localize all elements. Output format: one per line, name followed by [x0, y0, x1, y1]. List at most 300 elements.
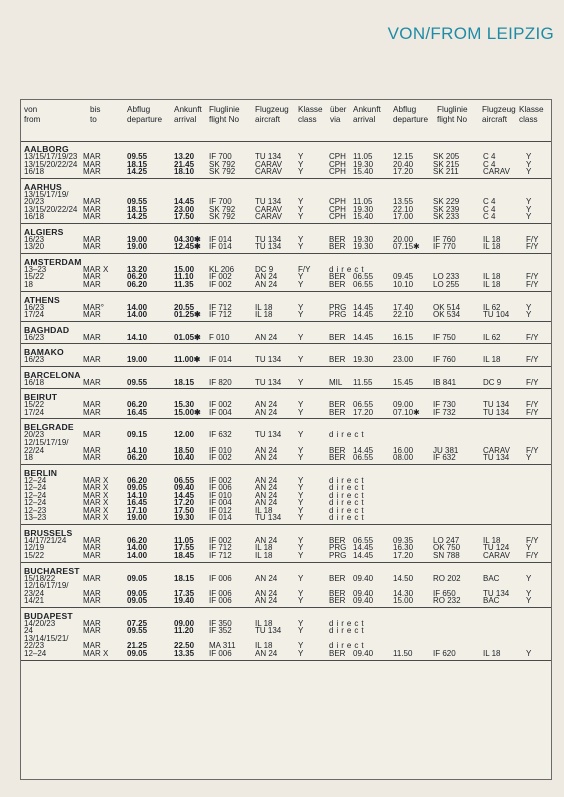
cell-ac2: DC 9 [483, 377, 502, 387]
cell-cl: Y [298, 332, 304, 342]
cell-dep: 21.25 [127, 641, 148, 651]
flight-row [21, 167, 551, 177]
cell-dep2: 16.00 [393, 445, 414, 455]
destination-block [21, 465, 551, 525]
cell-dep2: 23.00 [393, 355, 414, 365]
cell-fl: IF 352 [209, 626, 232, 636]
cell-to: MAR [83, 573, 101, 583]
cell-to: MAR [83, 242, 101, 252]
cell-dep: 14.10 [127, 445, 148, 455]
cell-via: PRG [329, 310, 347, 320]
cell-fl2: IF 760 [433, 355, 456, 365]
cell-ac2: CARAV [483, 445, 510, 455]
cell-days: 16/18 [24, 377, 45, 387]
cell-fl: IF 010 [209, 490, 232, 500]
cell-to: MAR [83, 197, 101, 207]
cell-cl: Y [298, 212, 304, 222]
cell-cl2: Y [526, 310, 532, 320]
cell-fl: IF 014 [209, 234, 232, 244]
cell-days: 15/22 [24, 272, 45, 282]
cell-ac: IL 18 [255, 302, 273, 312]
cell-dep2: 07.10✱ [393, 407, 420, 417]
cell-cl2: Y [526, 197, 532, 207]
cell-via: CPH [329, 204, 346, 214]
cell-cl: Y [298, 475, 304, 485]
cell-ac: AN 24 [255, 648, 278, 658]
cell-ac2: IL 18 [483, 280, 501, 290]
cell-via: BER [329, 445, 346, 455]
cell-cl: Y [298, 197, 304, 207]
cell-cl2: F/Y [526, 535, 539, 545]
cell-dep: 09.55 [127, 152, 148, 161]
destination-city: AARHUS [24, 181, 62, 192]
cell-days: 13/15/17/19/23 [24, 152, 78, 161]
cell-fl2: IF 632 [433, 453, 456, 463]
timetable [20, 99, 552, 780]
cell-dep: 06.20 [127, 453, 148, 463]
cell-dep2: 09.00 [393, 400, 414, 410]
cell-fl: IF 002 [209, 400, 232, 410]
cell-cl: Y [298, 400, 304, 410]
cell-via: PRG [329, 551, 347, 561]
cell-dep: 19.00 [127, 355, 148, 365]
cell-fl: IF 004 [209, 407, 232, 417]
cell-cl2: F/Y [526, 242, 539, 252]
cell-arr2: 06.55 [353, 535, 374, 545]
cell-ac: IL 18 [255, 551, 273, 561]
cell-arr: 12.45✱ [174, 242, 201, 252]
cell-via: BER [329, 535, 346, 545]
cell-to: MAR [83, 543, 101, 553]
cell-fl: IF 350 [209, 618, 232, 628]
cell-via: BER [329, 272, 346, 282]
cell-ac: IL 18 [255, 310, 273, 320]
cell-cl: Y [298, 453, 304, 463]
cell-fl: IF 014 [209, 513, 232, 523]
cell-arr: 19.40 [174, 596, 195, 606]
cell-fl2: IF 650 [433, 588, 456, 598]
cell-dep: 14.00 [127, 543, 148, 553]
cell-arr: 18.10 [174, 167, 195, 177]
cell-dep2: 11.50 [393, 648, 413, 658]
cell-fl: SK 792 [209, 159, 236, 169]
cell-dep: 13.20 [127, 264, 148, 274]
cell-fl: IF 004 [209, 498, 232, 508]
cell-arr: 11.00✱ [174, 355, 201, 365]
cell-dep2: 14.30 [393, 588, 414, 598]
cell-cl2: F/Y [526, 234, 539, 244]
cell-via: PRG [329, 302, 347, 312]
cell-fl2: SK 205 [433, 152, 460, 161]
cell-days: 14/17/21/24 [24, 535, 67, 545]
cell-arr2: 14.45 [353, 332, 374, 342]
cell-days: 22/24 [24, 445, 45, 455]
header-class-2: Klasse class [519, 105, 544, 124]
cell-days: 16/23 [24, 302, 45, 312]
cell-dep2: 10.10 [393, 280, 414, 290]
cell-to: MAR [83, 618, 101, 628]
cell-arr: 04.30✱ [174, 234, 201, 244]
cell-via: BER [329, 234, 346, 244]
cell-fl: IF 014 [209, 355, 232, 365]
cell-fl2: SK 229 [433, 197, 460, 207]
cell-via: BER [329, 355, 346, 365]
cell-cl: Y [298, 618, 304, 628]
cell-dep2: 17.40 [393, 302, 414, 312]
cell-cl2: F/Y [526, 280, 539, 290]
cell-cl2: Y [526, 204, 532, 214]
cell-to: MAR [83, 430, 101, 440]
cell-arr: 13.20 [174, 152, 195, 161]
cell-cl: Y [298, 310, 304, 320]
cell-arr: 18.45 [174, 551, 195, 561]
cell-dep2: 22.10 [393, 310, 414, 320]
destination-city: BUDAPEST [24, 610, 73, 621]
cell-via: CPH [329, 159, 346, 169]
cell-ac2: C 4 [483, 152, 496, 161]
cell-fl: IF 012 [209, 505, 232, 515]
cell-via: BER [329, 573, 346, 583]
header-via: über via [330, 105, 347, 124]
cell-fl: IF 002 [209, 280, 232, 290]
cell-fl: IF 006 [209, 596, 232, 606]
cell-cl: Y [298, 596, 304, 606]
flight-row [21, 355, 551, 365]
cell-fl: IF 712 [209, 310, 232, 320]
cell-dep: 09.15 [127, 430, 148, 440]
cell-to: MAR [83, 280, 101, 290]
cell-cl2: Y [526, 596, 532, 606]
header-departure-2: Abflug departure [393, 105, 429, 124]
cell-fl: IF 006 [209, 648, 232, 658]
cell-cl: Y [298, 302, 304, 312]
cell-to: MAR [83, 407, 101, 417]
cell-fl2: IF 770 [433, 242, 456, 252]
cell-via: direct [329, 626, 367, 636]
cell-ac: CARAV [255, 204, 282, 214]
flight-row [21, 596, 551, 606]
cell-arr: 18.15 [174, 377, 195, 387]
cell-ac: IL 18 [255, 618, 273, 628]
cell-cl: Y [298, 626, 304, 636]
cell-days: 12–24 [24, 490, 47, 500]
cell-dep2: 13.55 [393, 197, 414, 207]
cell-cl: Y [298, 204, 304, 214]
flight-row [21, 408, 551, 418]
cell-arr: 09.40 [174, 483, 195, 493]
cell-cl2: F/Y [526, 272, 539, 282]
cell-cl: Y [298, 407, 304, 417]
cell-cl2: Y [526, 453, 532, 463]
cell-via: direct [329, 498, 367, 508]
cell-arr: 12.00 [174, 430, 195, 440]
cell-arr2: 09.40 [353, 588, 374, 598]
cell-days: 16/23 [24, 234, 45, 244]
cell-dep: 06.20 [127, 280, 148, 290]
cell-days: 13–23 [24, 513, 47, 523]
cell-to: MAR X [83, 490, 109, 500]
destination-city: BUCHAREST [24, 565, 80, 576]
cell-fl2: LO 255 [433, 280, 460, 290]
cell-cl2: Y [526, 159, 532, 169]
cell-days: 12–24 [24, 648, 47, 658]
cell-dep2: 15.00 [393, 596, 414, 606]
cell-ac: IL 18 [255, 505, 273, 515]
flight-row [21, 513, 551, 523]
cell-days: 12–24 [24, 475, 47, 485]
cell-arr2: 09.40 [353, 573, 374, 583]
cell-arr2: 14.45 [353, 445, 374, 455]
cell-via: direct [329, 641, 367, 651]
cell-dep: 07.25 [127, 618, 148, 628]
destination-city: ATHENS [24, 294, 60, 305]
cell-ac2: TU 134 [483, 400, 510, 410]
cell-ac2: IL 18 [483, 242, 501, 252]
cell-dep: 14.00 [127, 551, 148, 561]
cell-fl: SK 792 [209, 167, 236, 177]
cell-dep2: 16.15 [393, 332, 414, 342]
cell-cl: Y [298, 513, 304, 523]
cell-via: MIL [329, 377, 343, 387]
header-departure: Abflug departure [127, 105, 163, 124]
cell-cl: Y [298, 445, 304, 455]
cell-cl: Y [298, 551, 304, 561]
cell-arr: 14.45 [174, 197, 195, 207]
cell-ac: AN 24 [255, 498, 278, 508]
cell-cl2: Y [526, 543, 532, 553]
cell-dep: 14.00 [127, 310, 148, 320]
destination-block [21, 367, 551, 390]
destination-block [21, 292, 551, 322]
cell-dep: 14.25 [127, 212, 148, 222]
flight-row [21, 310, 551, 320]
flight-row [21, 242, 551, 252]
cell-dep2: 12.15 [393, 152, 414, 161]
cell-arr: 01.25✱ [174, 310, 201, 320]
cell-cl: Y [298, 280, 304, 290]
cell-via: direct [329, 513, 367, 523]
cell-days: 12/15/17/19/ [24, 437, 69, 447]
header-flight: Fluglinie flight No [209, 105, 240, 124]
cell-fl2: OK 750 [433, 543, 461, 553]
cell-to: MAR [83, 355, 101, 365]
destination-city: BAGHDAD [24, 324, 70, 335]
cell-ac: AN 24 [255, 596, 278, 606]
cell-ac2: BAC [483, 573, 500, 583]
cell-arr: 10.40 [174, 453, 195, 463]
cell-dep2: 20.40 [393, 159, 414, 169]
cell-ac2: BAC [483, 596, 500, 606]
cell-cl: Y [298, 355, 304, 365]
header-arrival: Ankunft arrival [174, 105, 202, 124]
cell-dep: 18.15 [127, 159, 148, 169]
cell-days: 13/20 [24, 242, 45, 252]
cell-cl2: F/Y [526, 400, 539, 410]
cell-ac: AN 24 [255, 453, 278, 463]
cell-via: direct [329, 264, 367, 274]
cell-ac2: TU 134 [483, 588, 510, 598]
cell-arr2: 14.45 [353, 543, 374, 553]
cell-to: MAR [83, 152, 101, 161]
flight-row [21, 649, 551, 659]
cell-ac: TU 134 [255, 242, 282, 252]
cell-arr: 14.45 [174, 490, 195, 500]
cell-days: 15/18/22 [24, 573, 56, 583]
cell-via: BER [329, 588, 346, 598]
cell-arr2: 06.55 [353, 280, 374, 290]
cell-cl2: Y [526, 302, 532, 312]
cell-ac2: C 4 [483, 212, 496, 222]
cell-cl: Y [298, 543, 304, 553]
destination-block [21, 141, 551, 179]
destination-city: ALGIERS [24, 226, 64, 237]
cell-fl2: LO 247 [433, 535, 460, 545]
cell-ac2: TU 124 [483, 543, 510, 553]
cell-cl2: F/Y [526, 377, 539, 387]
destination-city: AMSTERDAM [24, 256, 82, 267]
cell-fl: IF 712 [209, 302, 232, 312]
cell-dep2: 22.10 [393, 204, 414, 214]
cell-to: MAR X [83, 483, 109, 493]
cell-days: 18 [24, 280, 33, 290]
cell-to: MAR X [83, 264, 109, 274]
cell-days: 16/18 [24, 167, 45, 177]
cell-fl: IF 002 [209, 272, 232, 282]
cell-ac2: IL 62 [483, 332, 501, 342]
cell-ac: TU 134 [255, 355, 282, 365]
cell-ac2: IL 18 [483, 272, 501, 282]
cell-fl2: IF 750 [433, 332, 456, 342]
cell-fl2: JU 381 [433, 445, 459, 455]
cell-ac2: TU 134 [483, 453, 510, 463]
cell-dep: 14.00 [127, 302, 148, 312]
cell-days: 13/15/20/22/24 [24, 204, 78, 214]
cell-dep: 14.25 [127, 167, 148, 177]
cell-arr2: 09.40 [353, 648, 374, 658]
cell-cl2: F/Y [526, 445, 539, 455]
cell-cl: Y [298, 483, 304, 493]
cell-via: BER [329, 242, 346, 252]
header-aircraft: Flugzeug aircraft [255, 105, 289, 124]
cell-cl: F/Y [298, 264, 311, 274]
cell-arr: 18.50 [174, 445, 195, 455]
cell-dep: 09.05 [127, 596, 148, 606]
cell-ac: AN 24 [255, 272, 278, 282]
cell-to: MAR [83, 588, 101, 598]
cell-days: 16/18 [24, 212, 45, 222]
cell-ac2: IL 18 [483, 535, 501, 545]
cell-days: 13/15/20/22/24 [24, 159, 78, 169]
cell-arr2: 14.45 [353, 302, 374, 312]
cell-arr2: 11.55 [353, 377, 373, 387]
cell-cl: Y [298, 641, 304, 651]
cell-days: 14/20/23 [24, 618, 56, 628]
cell-dep: 09.05 [127, 588, 148, 598]
cell-to: MAR [83, 551, 101, 561]
cell-arr: 15.00✱ [174, 407, 201, 417]
cell-dep: 17.10 [127, 505, 148, 515]
cell-arr: 13.35 [174, 648, 195, 658]
cell-fl2: RO 232 [433, 596, 461, 606]
cell-cl: Y [298, 377, 304, 387]
cell-dep: 14.10 [127, 490, 148, 500]
cell-cl: Y [298, 152, 304, 161]
cell-arr2: 19.30 [353, 204, 374, 214]
cell-ac: AN 24 [255, 407, 278, 417]
cell-ac: AN 24 [255, 280, 278, 290]
cell-arr: 22.50 [174, 641, 195, 651]
cell-ac2: C 4 [483, 159, 496, 169]
cell-ac2: C 4 [483, 197, 496, 207]
cell-days: 13/14/15/21/ [24, 633, 69, 643]
cell-days: 20/23 [24, 430, 45, 440]
cell-arr: 17.50 [174, 212, 195, 222]
cell-to: MAR [83, 377, 101, 387]
cell-ac: TU 134 [255, 377, 282, 387]
cell-days: 12/19 [24, 543, 45, 553]
cell-arr2: 19.30 [353, 242, 374, 252]
cell-arr: 01.05✱ [174, 332, 201, 342]
cell-ac: IL 18 [255, 543, 273, 553]
flight-row [21, 378, 551, 388]
cell-dep: 18.15 [127, 204, 148, 214]
cell-fl: IF 700 [209, 152, 232, 161]
cell-to: MAR° [83, 302, 104, 312]
cell-cl: Y [298, 505, 304, 515]
cell-arr: 15.30 [174, 400, 195, 410]
cell-ac: CARAV [255, 212, 282, 222]
cell-ac: TU 134 [255, 626, 282, 636]
cell-fl2: IF 732 [433, 407, 456, 417]
cell-to: MAR X [83, 513, 109, 523]
cell-to: MAR X [83, 648, 109, 658]
destination-city: BRUSSELS [24, 527, 73, 538]
destination-city: AALBORG [24, 144, 69, 154]
cell-dep: 19.00 [127, 242, 148, 252]
cell-days: 13–23 [24, 264, 47, 274]
cell-ac2: CARAV [483, 551, 510, 561]
cell-fl: IF 006 [209, 483, 232, 493]
cell-dep: 06.20 [127, 272, 148, 282]
cell-dep: 19.00 [127, 513, 148, 523]
header-arrival-2: Ankunft arrival [353, 105, 381, 124]
header-aircraft-2: Flugzeug aircraft [482, 105, 516, 124]
cell-via: CPH [329, 167, 346, 177]
cell-ac2: IL 62 [483, 302, 501, 312]
cell-via: BER [329, 280, 346, 290]
cell-fl: IF 002 [209, 535, 232, 545]
cell-arr: 17.35 [174, 588, 195, 598]
cell-fl: IF 014 [209, 242, 232, 252]
cell-to: MAR [83, 535, 101, 545]
destination-city: BERLIN [24, 467, 58, 478]
column-headers [21, 100, 551, 142]
cell-cl2: Y [526, 588, 532, 598]
cell-cl: Y [298, 272, 304, 282]
header-flight-2: Fluglinie flight No [437, 105, 468, 124]
cell-dep: 09.05 [127, 648, 148, 658]
cell-dep: 06.20 [127, 475, 148, 485]
destination-city: BELGRADE [24, 422, 74, 433]
cell-dep: 09.05 [127, 573, 148, 583]
cell-via: CPH [329, 212, 346, 222]
cell-fl2: OK 534 [433, 310, 461, 320]
cell-ac2: CARAV [483, 167, 510, 177]
cell-days: 16/23 [24, 355, 45, 365]
destination-block [21, 389, 551, 419]
flight-row [21, 333, 551, 343]
header-to: bis to [90, 105, 101, 124]
